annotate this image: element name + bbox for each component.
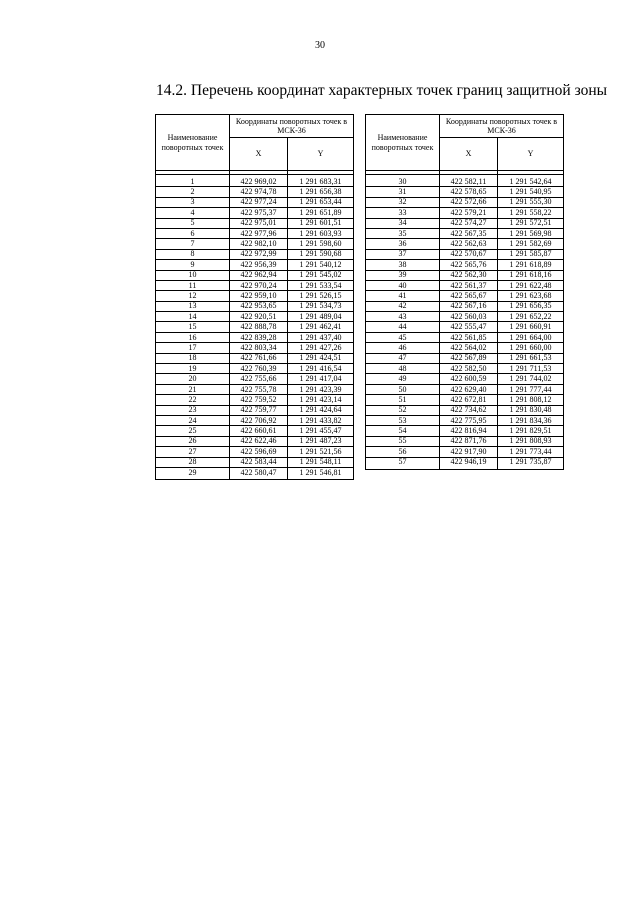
x-coordinate-cell: 422 562,30 xyxy=(440,270,498,280)
x-coordinate-cell: 422 567,35 xyxy=(440,228,498,238)
table-row xyxy=(366,415,564,425)
table-row xyxy=(366,447,564,457)
table-row xyxy=(156,260,354,270)
y-coordinate-cell: 1 291 618,16 xyxy=(498,270,564,280)
y-coordinate-cell: 1 291 423,14 xyxy=(288,395,354,405)
point-number-cell: 33 xyxy=(366,208,440,218)
y-coordinate-cell: 1 291 416,54 xyxy=(288,364,354,374)
x-coordinate-cell: 422 759,77 xyxy=(230,405,288,415)
point-number-cell: 40 xyxy=(366,280,440,290)
y-coordinate-cell: 1 291 546,81 xyxy=(288,467,354,479)
point-number-cell: 47 xyxy=(366,353,440,363)
table-row xyxy=(156,415,354,425)
table-row xyxy=(156,249,354,259)
x-coordinate-cell: 422 562,63 xyxy=(440,239,498,249)
table-row xyxy=(156,228,354,238)
y-coordinate-cell: 1 291 526,15 xyxy=(288,291,354,301)
point-number-cell: 25 xyxy=(156,426,230,436)
y-coordinate-cell: 1 291 533,54 xyxy=(288,280,354,290)
table-row xyxy=(156,312,354,322)
x-coordinate-cell: 422 561,85 xyxy=(440,332,498,342)
x-coordinate-cell: 422 565,67 xyxy=(440,291,498,301)
point-number-cell: 7 xyxy=(156,239,230,249)
table-row xyxy=(366,332,564,342)
y-coordinate-cell: 1 291 540,95 xyxy=(498,187,564,197)
y-coordinate-cell: 1 291 830,48 xyxy=(498,405,564,415)
point-number-cell: 48 xyxy=(366,364,440,374)
point-number-cell: 16 xyxy=(156,332,230,342)
point-number-cell: 19 xyxy=(156,364,230,374)
point-number-cell: 27 xyxy=(156,447,230,457)
table-row xyxy=(366,343,564,353)
table-row xyxy=(366,322,564,332)
x-coordinate-cell: 422 959,10 xyxy=(230,291,288,301)
table-row xyxy=(366,228,564,238)
table-row xyxy=(366,395,564,405)
y-coordinate-cell: 1 291 622,48 xyxy=(498,280,564,290)
y-coordinate-cell: 1 291 773,44 xyxy=(498,447,564,457)
y-coordinate-cell: 1 291 585,87 xyxy=(498,249,564,259)
table-row xyxy=(156,301,354,311)
x-coordinate-cell: 422 888,78 xyxy=(230,322,288,332)
x-coordinate-cell: 422 629,40 xyxy=(440,384,498,394)
y-coordinate-cell: 1 291 623,68 xyxy=(498,291,564,301)
point-number-cell: 26 xyxy=(156,436,230,446)
y-coordinate-cell: 1 291 545,02 xyxy=(288,270,354,280)
y-coordinate-cell: 1 291 652,22 xyxy=(498,312,564,322)
x-coordinate-cell: 422 977,96 xyxy=(230,228,288,238)
y-coordinate-cell: 1 291 427,26 xyxy=(288,343,354,353)
y-coordinate-cell: 1 291 808,93 xyxy=(498,436,564,446)
table-row xyxy=(156,187,354,197)
table-row xyxy=(366,208,564,218)
x-coordinate-cell: 422 803,34 xyxy=(230,343,288,353)
y-coordinate-cell: 1 291 534,73 xyxy=(288,301,354,311)
y-coordinate-cell: 1 291 618,89 xyxy=(498,260,564,270)
y-coordinate-cell: 1 291 656,38 xyxy=(288,187,354,197)
table-row xyxy=(366,260,564,270)
x-coordinate-cell: 422 600,59 xyxy=(440,374,498,384)
y-coordinate-cell: 1 291 572,51 xyxy=(498,218,564,228)
page-number: 30 xyxy=(315,40,325,51)
table-row xyxy=(366,364,564,374)
x-coordinate-cell: 422 706,92 xyxy=(230,415,288,425)
point-number-cell: 46 xyxy=(366,343,440,353)
point-number-cell: 45 xyxy=(366,332,440,342)
y-coordinate-cell: 1 291 653,44 xyxy=(288,197,354,207)
table-row xyxy=(156,457,354,467)
y-coordinate-cell: 1 291 656,35 xyxy=(498,301,564,311)
point-number-cell: 57 xyxy=(366,457,440,469)
x-coordinate-cell: 422 570,67 xyxy=(440,249,498,259)
point-number-cell: 15 xyxy=(156,322,230,332)
table-row xyxy=(156,291,354,301)
point-number-cell: 52 xyxy=(366,405,440,415)
y-coordinate-cell: 1 291 423,39 xyxy=(288,384,354,394)
x-coordinate-cell: 422 579,21 xyxy=(440,208,498,218)
table-row xyxy=(156,218,354,228)
y-coordinate-cell: 1 291 569,98 xyxy=(498,228,564,238)
table-row xyxy=(156,197,354,207)
x-coordinate-cell: 422 775,95 xyxy=(440,415,498,425)
table-row xyxy=(366,426,564,436)
table-row xyxy=(156,467,354,479)
x-coordinate-cell: 422 972,99 xyxy=(230,249,288,259)
point-number-cell: 35 xyxy=(366,228,440,238)
y-coordinate-cell: 1 291 808,12 xyxy=(498,395,564,405)
x-coordinate-cell: 422 975,01 xyxy=(230,218,288,228)
table-row xyxy=(156,343,354,353)
table-row xyxy=(366,291,564,301)
x-coordinate-cell: 422 564,02 xyxy=(440,343,498,353)
y-coordinate-cell: 1 291 540,12 xyxy=(288,260,354,270)
x-coordinate-cell: 422 816,94 xyxy=(440,426,498,436)
y-coordinate-cell: 1 291 834,36 xyxy=(498,415,564,425)
table-row xyxy=(156,175,354,187)
table-row xyxy=(156,405,354,415)
point-number-cell: 18 xyxy=(156,353,230,363)
point-number-cell: 55 xyxy=(366,436,440,446)
section-title: 14.2. Перечень координат характерных точек границ защитной зоны xyxy=(156,82,608,99)
table-row xyxy=(366,249,564,259)
x-coordinate-cell: 422 567,16 xyxy=(440,301,498,311)
table-row xyxy=(156,364,354,374)
table-row xyxy=(366,197,564,207)
x-coordinate-cell: 422 596,69 xyxy=(230,447,288,457)
coordinates-header: Координаты поворотных точек в МСК-36 xyxy=(230,115,354,138)
table-row xyxy=(156,239,354,249)
y-coordinate-cell: 1 291 829,51 xyxy=(498,426,564,436)
x-coordinate-cell: 422 962,94 xyxy=(230,270,288,280)
y-coordinate-cell: 1 291 598,60 xyxy=(288,239,354,249)
point-number-cell: 41 xyxy=(366,291,440,301)
table-row xyxy=(156,426,354,436)
table-row xyxy=(366,218,564,228)
point-number-cell: 21 xyxy=(156,384,230,394)
point-number-cell: 44 xyxy=(366,322,440,332)
point-number-cell: 42 xyxy=(366,301,440,311)
x-coordinate-cell: 422 953,65 xyxy=(230,301,288,311)
table-row xyxy=(366,353,564,363)
x-coordinate-cell: 422 578,65 xyxy=(440,187,498,197)
x-coordinate-cell: 422 660,61 xyxy=(230,426,288,436)
table-row xyxy=(156,353,354,363)
y-header: Y xyxy=(288,138,354,171)
y-coordinate-cell: 1 291 555,30 xyxy=(498,197,564,207)
x-coordinate-cell: 422 920,51 xyxy=(230,312,288,322)
x-coordinate-cell: 422 839,28 xyxy=(230,332,288,342)
point-number-cell: 51 xyxy=(366,395,440,405)
table-row xyxy=(366,301,564,311)
y-coordinate-cell: 1 291 582,69 xyxy=(498,239,564,249)
table-row xyxy=(366,405,564,415)
table-row xyxy=(156,436,354,446)
y-coordinate-cell: 1 291 489,04 xyxy=(288,312,354,322)
point-number-cell: 17 xyxy=(156,343,230,353)
point-number-cell: 56 xyxy=(366,447,440,457)
x-coordinate-cell: 422 582,50 xyxy=(440,364,498,374)
point-number-cell: 11 xyxy=(156,280,230,290)
table-row xyxy=(156,374,354,384)
y-coordinate-cell: 1 291 660,00 xyxy=(498,343,564,353)
x-coordinate-cell: 422 946,19 xyxy=(440,457,498,469)
point-number-cell: 49 xyxy=(366,374,440,384)
point-number-cell: 10 xyxy=(156,270,230,280)
y-coordinate-cell: 1 291 424,64 xyxy=(288,405,354,415)
point-number-cell: 32 xyxy=(366,197,440,207)
x-coordinate-cell: 422 622,46 xyxy=(230,436,288,446)
y-coordinate-cell: 1 291 455,47 xyxy=(288,426,354,436)
point-number-cell: 13 xyxy=(156,301,230,311)
point-number-cell: 50 xyxy=(366,384,440,394)
point-number-cell: 53 xyxy=(366,415,440,425)
point-name-header: Наименование поворотных точек xyxy=(156,115,230,171)
point-number-cell: 39 xyxy=(366,270,440,280)
table-row xyxy=(156,280,354,290)
y-coordinate-cell: 1 291 417,04 xyxy=(288,374,354,384)
y-coordinate-cell: 1 291 735,87 xyxy=(498,457,564,469)
point-number-cell: 54 xyxy=(366,426,440,436)
y-coordinate-cell: 1 291 711,53 xyxy=(498,364,564,374)
y-coordinate-cell: 1 291 601,51 xyxy=(288,218,354,228)
y-header: Y xyxy=(498,138,564,171)
x-coordinate-cell: 422 975,37 xyxy=(230,208,288,218)
x-coordinate-cell: 422 582,11 xyxy=(440,175,498,187)
point-number-cell: 12 xyxy=(156,291,230,301)
coordinates-header: Координаты поворотных точек в МСК-36 xyxy=(440,115,564,138)
y-coordinate-cell: 1 291 548,11 xyxy=(288,457,354,467)
x-coordinate-cell: 422 583,44 xyxy=(230,457,288,467)
y-coordinate-cell: 1 291 542,64 xyxy=(498,175,564,187)
table-row xyxy=(366,374,564,384)
y-coordinate-cell: 1 291 683,31 xyxy=(288,175,354,187)
table-row xyxy=(366,187,564,197)
point-number-cell: 31 xyxy=(366,187,440,197)
point-number-cell: 23 xyxy=(156,405,230,415)
table-row xyxy=(366,280,564,290)
point-name-header: Наименование поворотных точек xyxy=(366,115,440,171)
y-coordinate-cell: 1 291 590,68 xyxy=(288,249,354,259)
point-number-cell: 6 xyxy=(156,228,230,238)
x-coordinate-cell: 422 672,81 xyxy=(440,395,498,405)
y-coordinate-cell: 1 291 660,91 xyxy=(498,322,564,332)
x-header: X xyxy=(440,138,498,171)
x-coordinate-cell: 422 759,52 xyxy=(230,395,288,405)
table-row xyxy=(156,332,354,342)
table-row xyxy=(156,447,354,457)
table-row xyxy=(366,239,564,249)
point-number-cell: 4 xyxy=(156,208,230,218)
y-coordinate-cell: 1 291 424,51 xyxy=(288,353,354,363)
y-coordinate-cell: 1 291 661,53 xyxy=(498,353,564,363)
x-coordinate-cell: 422 917,90 xyxy=(440,447,498,457)
point-number-cell: 14 xyxy=(156,312,230,322)
y-coordinate-cell: 1 291 462,41 xyxy=(288,322,354,332)
y-coordinate-cell: 1 291 651,89 xyxy=(288,208,354,218)
point-number-cell: 5 xyxy=(156,218,230,228)
x-header: X xyxy=(230,138,288,171)
point-number-cell: 29 xyxy=(156,467,230,479)
x-coordinate-cell: 422 755,66 xyxy=(230,374,288,384)
x-coordinate-cell: 422 760,39 xyxy=(230,364,288,374)
point-number-cell: 28 xyxy=(156,457,230,467)
point-number-cell: 8 xyxy=(156,249,230,259)
y-coordinate-cell: 1 291 433,82 xyxy=(288,415,354,425)
y-coordinate-cell: 1 291 558,22 xyxy=(498,208,564,218)
x-coordinate-cell: 422 555,47 xyxy=(440,322,498,332)
x-coordinate-cell: 422 734,62 xyxy=(440,405,498,415)
point-number-cell: 9 xyxy=(156,260,230,270)
x-coordinate-cell: 422 574,27 xyxy=(440,218,498,228)
x-coordinate-cell: 422 561,37 xyxy=(440,280,498,290)
x-coordinate-cell: 422 871,76 xyxy=(440,436,498,446)
x-coordinate-cell: 422 969,02 xyxy=(230,175,288,187)
point-number-cell: 34 xyxy=(366,218,440,228)
y-coordinate-cell: 1 291 744,02 xyxy=(498,374,564,384)
y-coordinate-cell: 1 291 777,44 xyxy=(498,384,564,394)
coordinates-table-right xyxy=(365,114,564,470)
x-coordinate-cell: 422 977,24 xyxy=(230,197,288,207)
table-row xyxy=(156,395,354,405)
point-number-cell: 43 xyxy=(366,312,440,322)
coordinates-table-left xyxy=(155,114,354,480)
x-coordinate-cell: 422 580,47 xyxy=(230,467,288,479)
table-row xyxy=(156,270,354,280)
table-row xyxy=(366,436,564,446)
point-number-cell: 1 xyxy=(156,175,230,187)
y-coordinate-cell: 1 291 664,00 xyxy=(498,332,564,342)
x-coordinate-cell: 422 567,89 xyxy=(440,353,498,363)
x-coordinate-cell: 422 560,03 xyxy=(440,312,498,322)
x-coordinate-cell: 422 974,78 xyxy=(230,187,288,197)
x-coordinate-cell: 422 982,10 xyxy=(230,239,288,249)
point-number-cell: 30 xyxy=(366,175,440,187)
x-coordinate-cell: 422 565,76 xyxy=(440,260,498,270)
x-coordinate-cell: 422 761,66 xyxy=(230,353,288,363)
table-row xyxy=(156,208,354,218)
point-number-cell: 2 xyxy=(156,187,230,197)
y-coordinate-cell: 1 291 437,40 xyxy=(288,332,354,342)
point-number-cell: 37 xyxy=(366,249,440,259)
x-coordinate-cell: 422 970,24 xyxy=(230,280,288,290)
table-row xyxy=(366,457,564,469)
point-number-cell: 22 xyxy=(156,395,230,405)
x-coordinate-cell: 422 572,66 xyxy=(440,197,498,207)
table-row xyxy=(156,322,354,332)
x-coordinate-cell: 422 956,39 xyxy=(230,260,288,270)
table-row xyxy=(366,175,564,187)
point-number-cell: 20 xyxy=(156,374,230,384)
point-number-cell: 38 xyxy=(366,260,440,270)
point-number-cell: 3 xyxy=(156,197,230,207)
table-row xyxy=(366,384,564,394)
table-row xyxy=(366,270,564,280)
point-number-cell: 24 xyxy=(156,415,230,425)
x-coordinate-cell: 422 755,78 xyxy=(230,384,288,394)
y-coordinate-cell: 1 291 487,23 xyxy=(288,436,354,446)
point-number-cell: 36 xyxy=(366,239,440,249)
table-row xyxy=(156,384,354,394)
table-row xyxy=(366,312,564,322)
y-coordinate-cell: 1 291 521,56 xyxy=(288,447,354,457)
y-coordinate-cell: 1 291 603,93 xyxy=(288,228,354,238)
